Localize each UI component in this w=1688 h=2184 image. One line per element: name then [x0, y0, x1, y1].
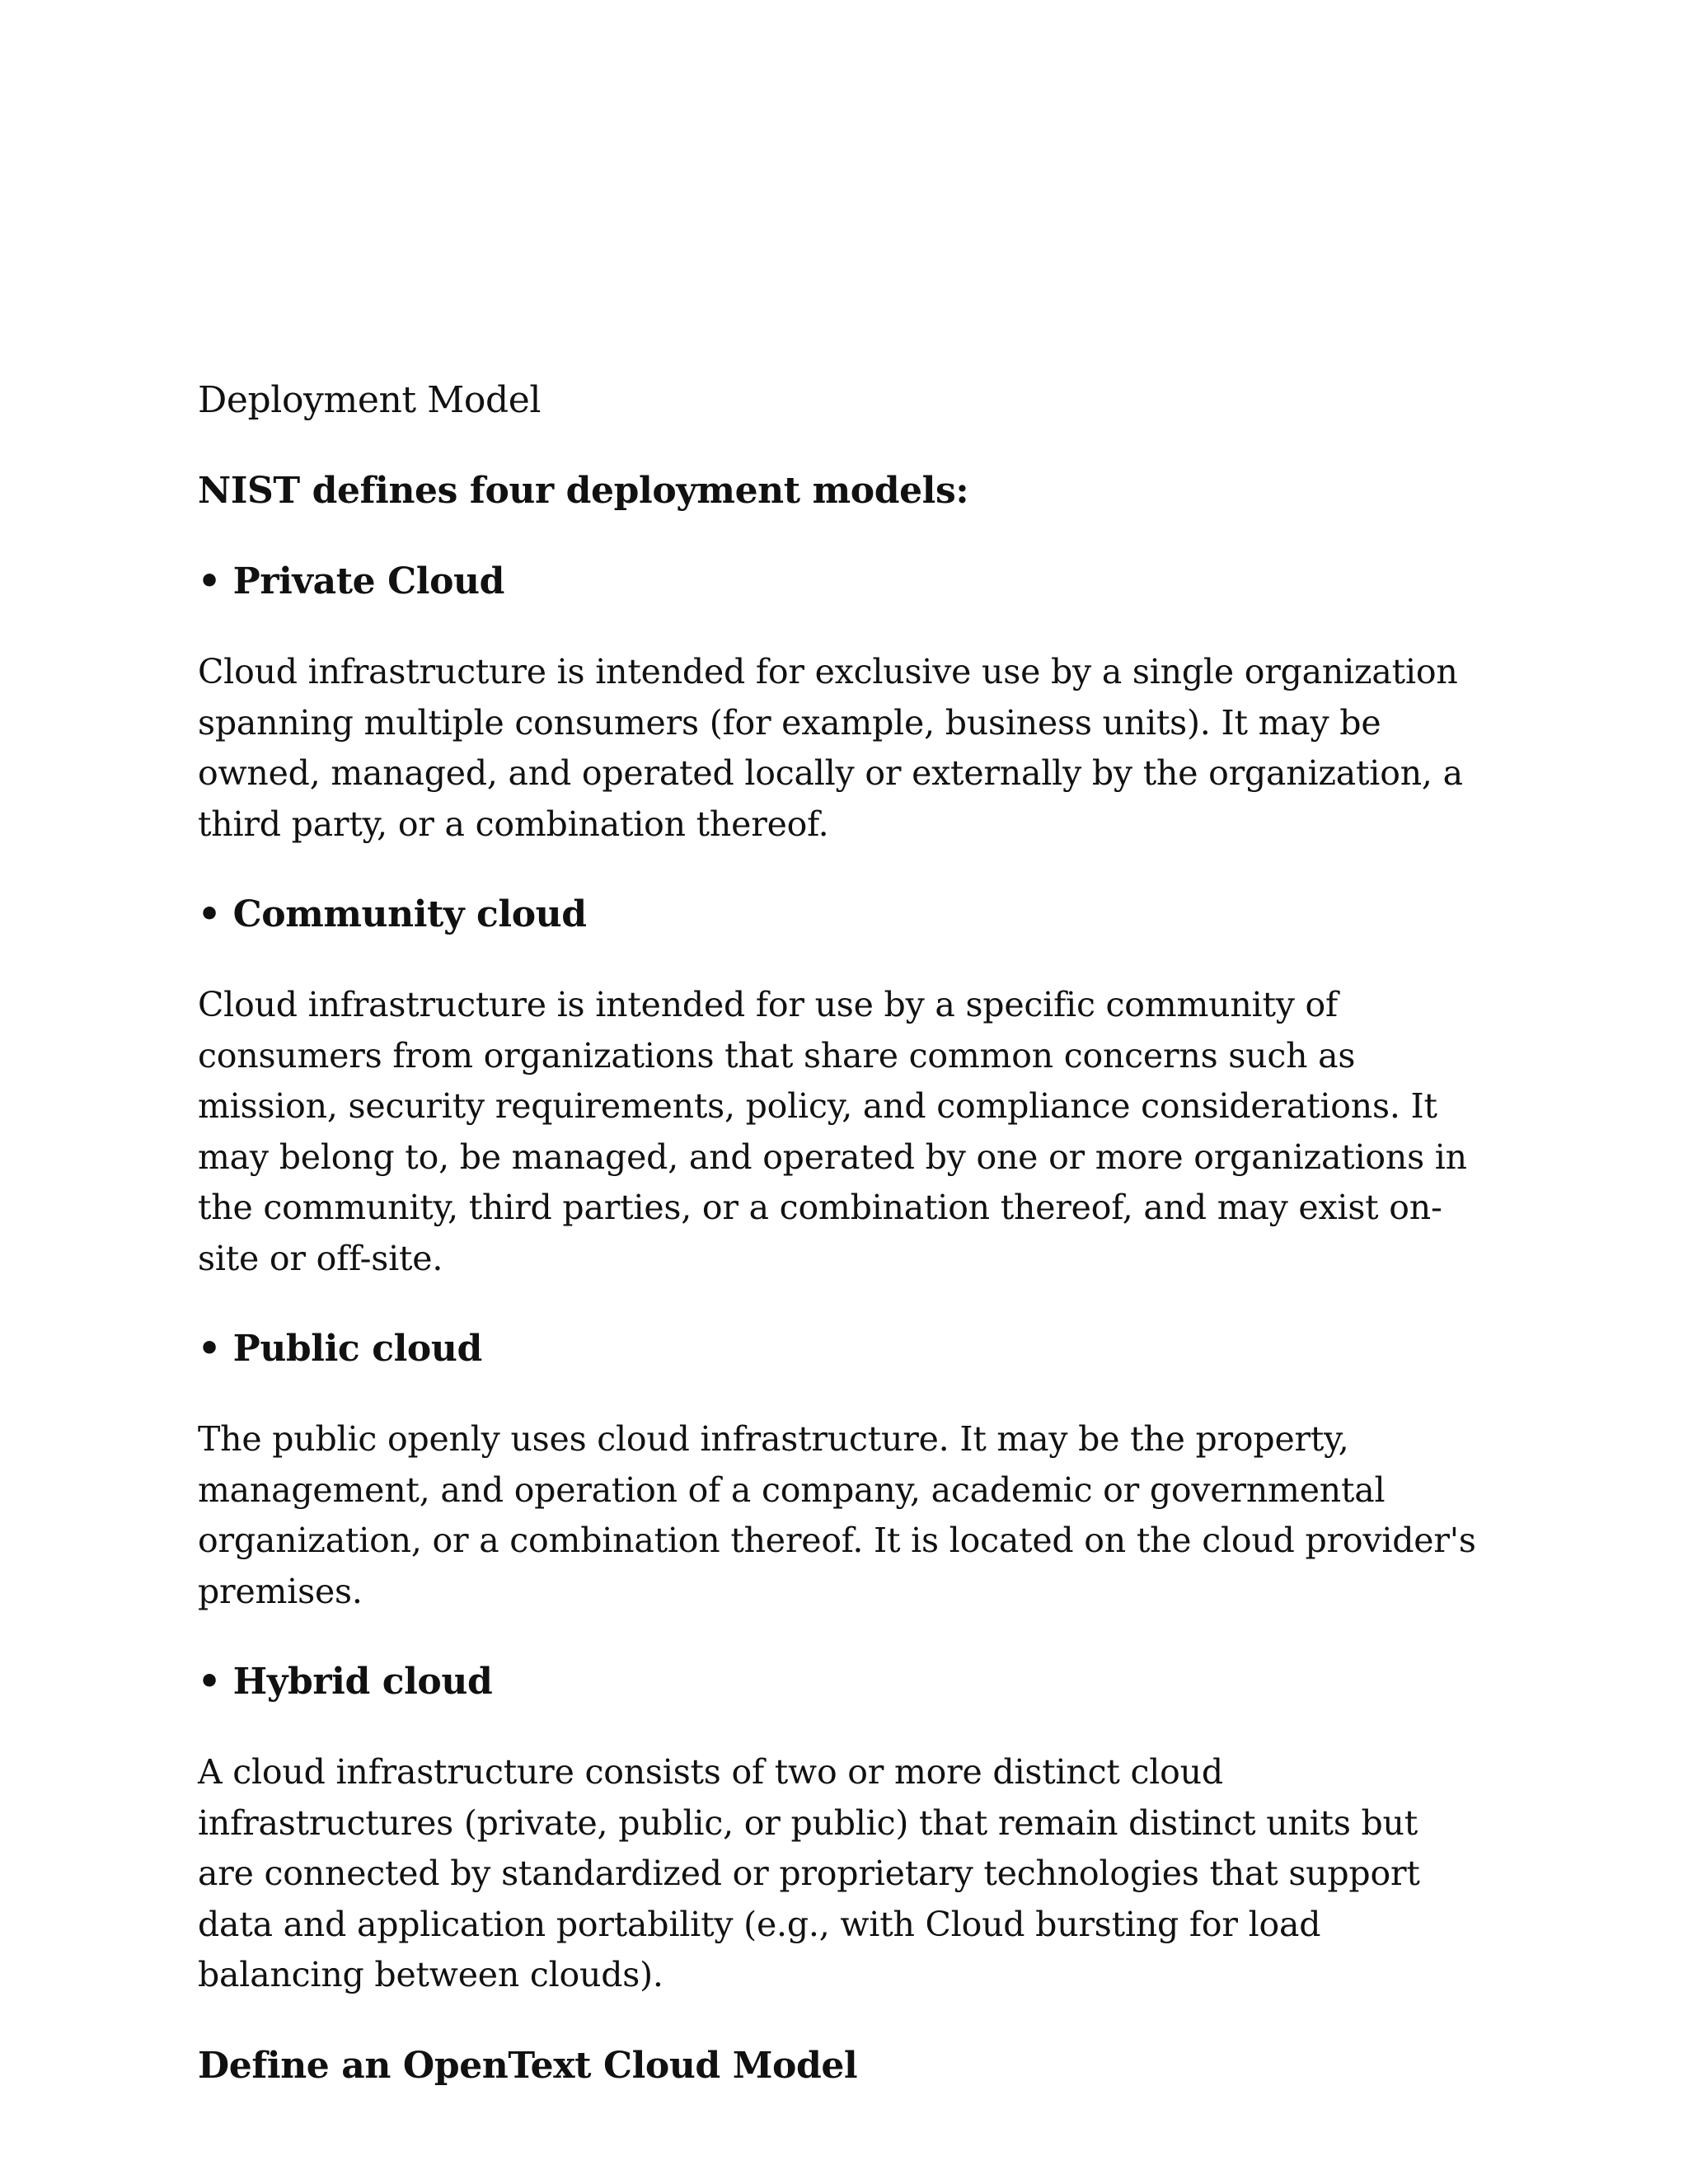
- document-title: Deployment Model: [198, 379, 542, 421]
- bullet-community-cloud: • Community cloud: [198, 893, 587, 935]
- section-intro: NIST defines four deployment models:: [198, 470, 969, 512]
- bullet-private-cloud: • Private Cloud: [198, 560, 504, 602]
- document-content: [198, 375, 1484, 2092]
- deployment-model-community: [198, 889, 1484, 1284]
- paragraph-private-cloud: Cloud infrastructure is intended for exclusive use by a single organization spanning multiple consumers (for example, business units). It may be owned, managed, and operated locally or externally by the organization, a third party, or a combination thereof.: [198, 652, 1463, 844]
- bullet-hybrid-cloud: • Hybrid cloud: [198, 1661, 493, 1703]
- deployment-model-hybrid: [198, 1657, 1484, 2001]
- paragraph-public-cloud: The public openly uses cloud infrastructure. It may be the property, management, and operation of a company, academic or governmental organization, or a combination thereof. It is located on the cloud provider's premises.: [198, 1419, 1476, 1611]
- deployment-model-public: [198, 1324, 1484, 1617]
- closing-heading: Define an OpenText Cloud Model: [198, 2044, 858, 2087]
- paragraph-community-cloud: Cloud infrastructure is intended for use by a specific community of consumers from organizations that share common concerns such as mission, security requirements, policy, and compliance considerations. It may belong to, be managed, and operated by one or more organizations in the community, third parties, or a combination thereof, and may exist on-site or off-site.: [198, 985, 1467, 1278]
- bullet-public-cloud: • Public cloud: [198, 1328, 482, 1370]
- deployment-model-private: [198, 556, 1484, 850]
- paragraph-hybrid-cloud: A cloud infrastructure consists of two or more distinct cloud infrastructures (private, public, or public) that remain distinct units but are connected by standardized or proprietary technologies that support data and application portability (e.g., with Cloud bursting for load balancing between clouds).: [198, 1752, 1420, 1994]
